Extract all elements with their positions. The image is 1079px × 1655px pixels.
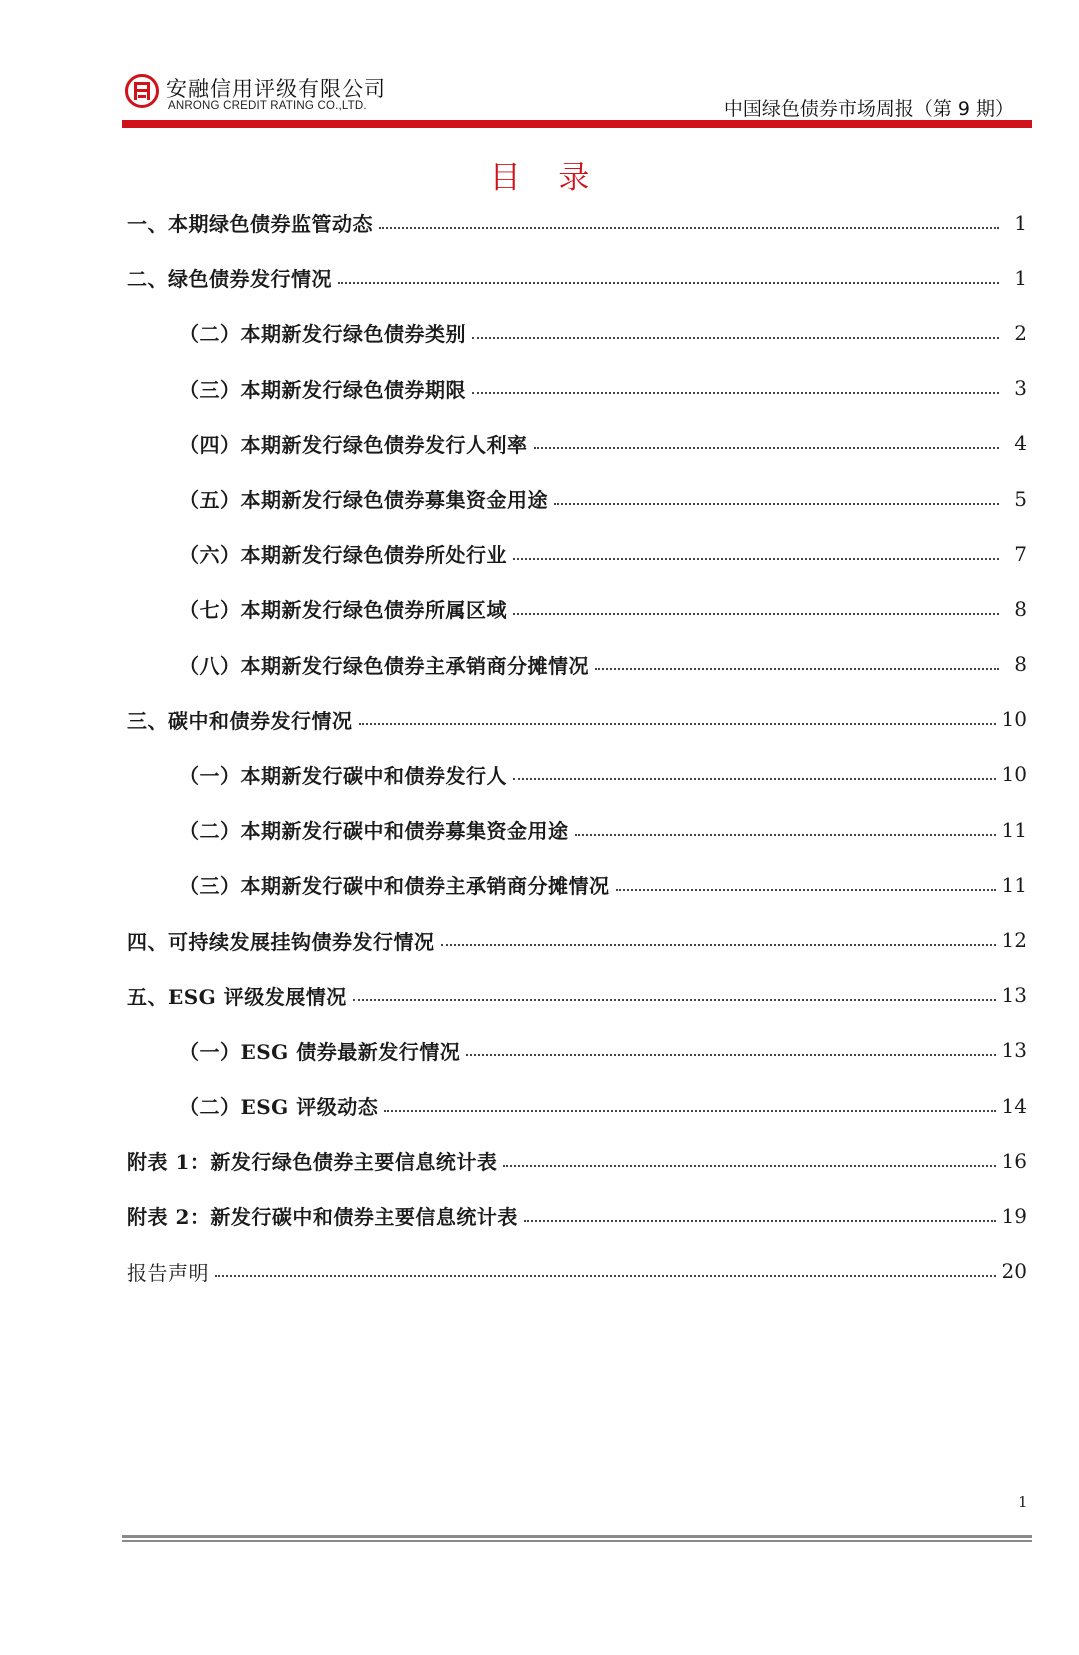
toc-entry[interactable] xyxy=(127,195,1027,250)
toc-entry-title: （八）本期新发行绿色债券主承销商分摊情况 xyxy=(179,653,589,678)
toc-leader xyxy=(513,613,999,615)
toc-entry-title: （一）本期新发行碳中和债券发行人 xyxy=(179,763,507,788)
table-of-contents xyxy=(127,195,1027,1299)
toc-entry-page: 4 xyxy=(1014,431,1027,456)
toc-entry-page: 11 xyxy=(1001,817,1027,842)
toc-entry-title: 附表 1：新发行绿色债券主要信息统计表 xyxy=(127,1150,498,1175)
toc-entry-title: （四）本期新发行绿色债券发行人利率 xyxy=(179,432,528,457)
toc-leader xyxy=(359,723,996,725)
toc-entry[interactable] xyxy=(127,581,1027,636)
toc-entry[interactable] xyxy=(127,912,1027,967)
toc-leader xyxy=(472,392,999,394)
toc-entry[interactable] xyxy=(127,471,1027,526)
toc-entry-title: 四、可持续发展挂钩债券发行情况 xyxy=(127,929,435,954)
toc-entry-title: 一、本期绿色债券监管动态 xyxy=(127,212,373,237)
toc-leader xyxy=(616,889,996,891)
toc-leader xyxy=(379,227,999,229)
toc-entry-page: 7 xyxy=(1014,541,1027,566)
toc-entry-page: 14 xyxy=(1001,1093,1027,1118)
toc-leader xyxy=(338,282,999,284)
toc-entry-title: （二）本期新发行绿色债券类别 xyxy=(179,322,466,347)
footer-divider-thin xyxy=(122,1540,1032,1542)
toc-leader xyxy=(524,1220,996,1222)
toc-entry-page: 2 xyxy=(1014,320,1027,345)
toc-leader xyxy=(466,1054,995,1056)
toc-entry-page: 11 xyxy=(1001,872,1027,897)
toc-leader xyxy=(503,1165,995,1167)
toc-entry-page: 13 xyxy=(1001,983,1027,1008)
toc-entry-title: （一）ESG 债券最新发行情况 xyxy=(179,1039,461,1064)
toc-entry[interactable] xyxy=(127,1133,1027,1188)
toc-entry[interactable] xyxy=(127,637,1027,692)
toc-leader xyxy=(513,558,999,560)
toc-entry-page: 1 xyxy=(1014,210,1027,235)
toc-entry[interactable] xyxy=(127,1023,1027,1078)
footer-divider xyxy=(122,1535,1032,1538)
toc-entry-page: 5 xyxy=(1014,486,1027,511)
toc-leader xyxy=(554,503,999,505)
toc-entry-page: 19 xyxy=(1001,1203,1027,1228)
toc-entry[interactable] xyxy=(127,1188,1027,1243)
page-number: 1 xyxy=(1018,1493,1028,1511)
toc-entry[interactable] xyxy=(127,857,1027,912)
toc-entry-page: 12 xyxy=(1001,928,1027,953)
toc-entry[interactable] xyxy=(127,1078,1027,1133)
report-title: 中国绿色债券市场周报（第 9 期） xyxy=(723,98,1014,120)
company-name-cn: 安融信用评级有限公司 xyxy=(166,77,386,101)
toc-entry-title: （三）本期新发行绿色债券期限 xyxy=(179,377,466,402)
toc-entry-title: （二）ESG 评级动态 xyxy=(179,1095,379,1120)
toc-heading: 目 录 xyxy=(489,160,604,196)
toc-entry-title: 报告声明 xyxy=(127,1260,209,1285)
toc-leader xyxy=(513,778,996,780)
toc-entry[interactable] xyxy=(127,968,1027,1023)
toc-leader xyxy=(575,834,996,836)
toc-entry-title: 二、绿色债券发行情况 xyxy=(127,267,332,292)
anrong-logo-icon xyxy=(125,74,159,108)
toc-entry-title: 五、ESG 评级发展情况 xyxy=(127,984,347,1009)
toc-entry[interactable] xyxy=(127,250,1027,305)
toc-entry-page: 16 xyxy=(1001,1148,1027,1173)
toc-entry[interactable] xyxy=(127,802,1027,857)
toc-entry[interactable] xyxy=(127,361,1027,416)
toc-entry[interactable] xyxy=(127,416,1027,471)
toc-leader xyxy=(215,1275,996,1277)
header-divider xyxy=(122,120,1032,128)
toc-entry[interactable] xyxy=(127,1244,1027,1299)
toc-entry-title: （三）本期新发行碳中和债券主承销商分摊情况 xyxy=(179,874,610,899)
company-name-en: ANRONG CREDIT RATING CO.,LTD. xyxy=(168,100,367,112)
toc-leader xyxy=(353,999,996,1001)
toc-entry-page: 13 xyxy=(1001,1038,1027,1063)
toc-entry-page: 8 xyxy=(1014,652,1027,677)
toc-entry-page: 3 xyxy=(1014,376,1027,401)
toc-entry[interactable] xyxy=(127,305,1027,360)
toc-entry-title: （六）本期新发行绿色债券所处行业 xyxy=(179,543,507,568)
toc-entry-page: 10 xyxy=(1001,707,1027,732)
toc-entry-page: 10 xyxy=(1001,762,1027,787)
toc-leader xyxy=(441,944,996,946)
toc-entry-page: 1 xyxy=(1014,265,1027,290)
toc-entry-title: （二）本期新发行碳中和债券募集资金用途 xyxy=(179,819,569,844)
toc-entry-title: 三、碳中和债券发行情况 xyxy=(127,708,353,733)
toc-entry-title: （七）本期新发行绿色债券所属区域 xyxy=(179,598,507,623)
toc-entry-title: 附表 2：新发行碳中和债券主要信息统计表 xyxy=(127,1205,518,1230)
toc-entry-page: 8 xyxy=(1014,596,1027,621)
toc-leader xyxy=(384,1110,995,1112)
toc-leader xyxy=(472,337,999,339)
toc-entry-page: 20 xyxy=(1001,1259,1027,1284)
toc-entry[interactable] xyxy=(127,692,1027,747)
toc-entry[interactable] xyxy=(127,747,1027,802)
toc-leader xyxy=(595,668,999,670)
toc-entry[interactable] xyxy=(127,526,1027,581)
toc-entry-title: （五）本期新发行绿色债券募集资金用途 xyxy=(179,488,548,513)
toc-leader xyxy=(534,447,1000,449)
